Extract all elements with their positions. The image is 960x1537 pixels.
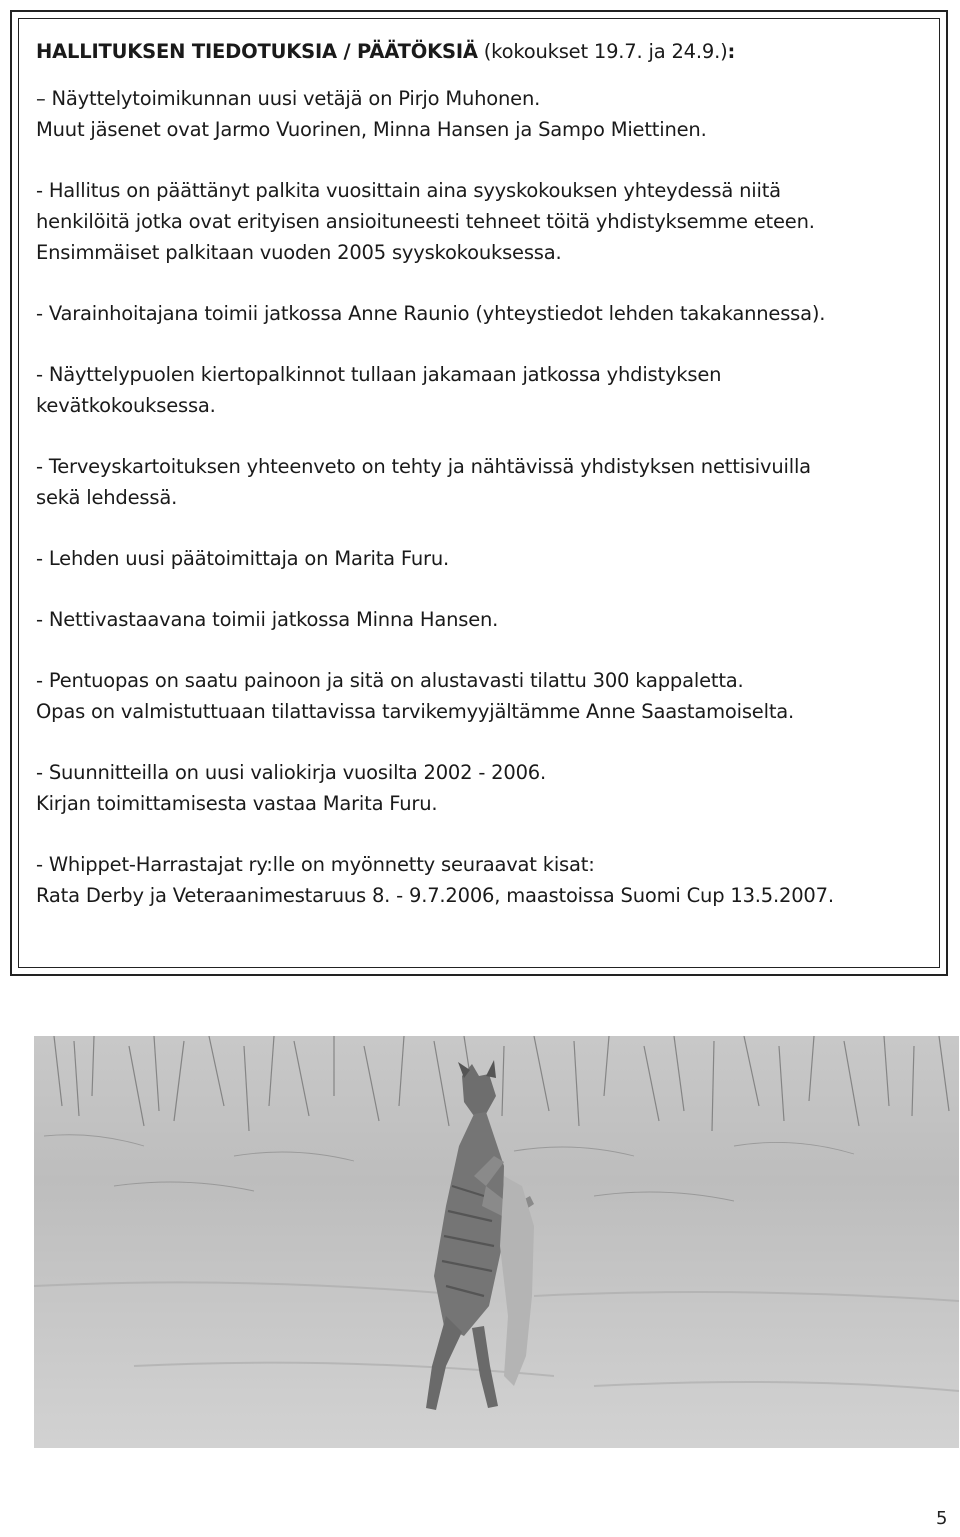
line: - Pentuopas on saatu painoon ja sitä on alustavasti tilattu 300 kappaletta. [36,669,744,692]
line: - Whippet-Harrastajat ry:lle on myönnetty seuraavat kisat: [36,853,595,876]
paragraph-editor [36,543,916,574]
line: sekä lehdessä. [36,486,178,509]
whippet-photo-illustration [34,1036,959,1448]
paragraph-trophies [36,359,916,421]
line: - Terveyskartoituksen yhteenveto on tehty ja nähtävissä yhdistyksen nettisivuilla [36,455,811,478]
line: - Suunnitteilla on uusi valiokirja vuosilta 2002 - 2006. [36,761,546,784]
line: – Näyttelytoimikunnan uusi vetäjä on Pirjo Muhonen. [36,87,541,110]
whippet-photo [34,1036,959,1448]
heading-bold: HALLITUKSEN TIEDOTUKSIA / PÄÄTÖKSIÄ [36,40,478,63]
paragraph-webmaster [36,604,916,635]
line: Rata Derby ja Veteraanimestaruus 8. - 9.7.2006, maastoissa Suomi Cup 13.5.2007. [36,884,834,907]
line: - Näyttelypuolen kiertopalkinnot tullaan jakamaan jatkossa yhdistyksen [36,363,722,386]
line: - Varainhoitajana toimii jatkossa Anne Raunio (yhteystiedot lehden takakannessa). [36,302,826,325]
line: Opas on valmistuttuaan tilattavissa tarvikemyyjältämme Anne Saastamoiselta. [36,700,795,723]
line: Muut jäsenet ovat Jarmo Vuorinen, Minna Hansen ja Sampo Miettinen. [36,118,707,141]
paragraph-puppy-guide [36,665,916,727]
line: Ensimmäiset palkitaan vuoden 2005 syyskokouksessa. [36,241,562,264]
announcement-content [36,36,916,941]
line: henkilöitä jotka ovat erityisen ansioituneesti tehneet töitä yhdistyksemme eteen. [36,210,815,233]
heading-colon: : [727,40,736,63]
paragraph-health-survey [36,451,916,513]
paragraph-treasurer [36,298,916,329]
line: - Nettivastaavana toimii jatkossa Minna Hansen. [36,608,499,631]
line: - Hallitus on päättänyt palkita vuosittain aina syyskokouksen yhteydessä niitä [36,179,781,202]
announcement-heading [36,36,916,67]
paragraph-exhibition-committee [36,83,916,145]
line: kevätkokouksessa. [36,394,216,417]
page-number: 5 [936,1508,948,1529]
paragraph-champions-book [36,757,916,819]
paragraph-awards [36,175,916,268]
paragraph-competitions [36,849,916,911]
heading-dates: (kokoukset 19.7. ja 24.9.) [477,40,728,63]
line: - Lehden uusi päätoimittaja on Marita Furu. [36,547,450,570]
line: Kirjan toimittamisesta vastaa Marita Furu. [36,792,438,815]
